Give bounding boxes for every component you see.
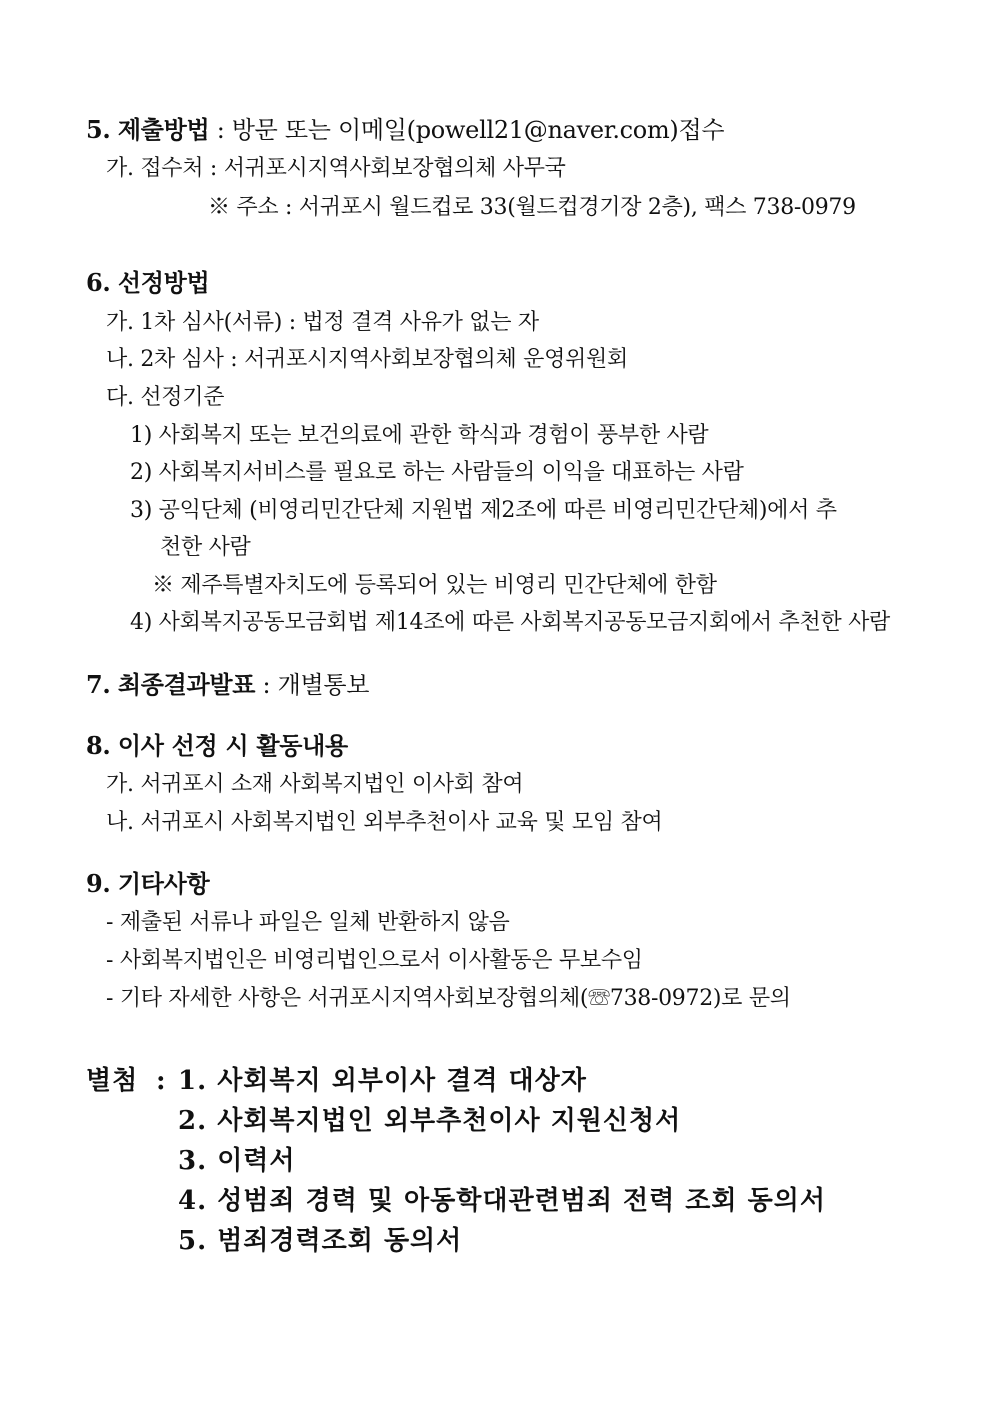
annex-item-5: 5. 범죄경력조회 동의서 [178, 1226, 463, 1256]
section-8-title: 이사 선정 시 활동내용 [117, 731, 348, 760]
section-6-item-a: 가. 1차 심사(서류) : 법정 결격 사유가 없는 자 [106, 310, 539, 335]
section-5-address-note: ※ 주소 : 서귀포시 월드컵로 33(월드컵경기장 2층), 팩스 738-0979 [208, 195, 856, 220]
criteria-item-3: 3) 공익단체 (비영리민간단체 지원법 제2조에 따른 비영리민간단체)에서 추 [130, 498, 837, 523]
annex-item-2: 2. 사회복지법인 외부추천이사 지원신청서 [178, 1106, 682, 1136]
section-8-number: 8. [86, 731, 111, 760]
criteria-item-3-continued: 천한 사람 [160, 535, 251, 560]
annex-item-1: 1. 사회복지 외부이사 결격 대상자 [178, 1066, 587, 1096]
criteria-item-3-note: ※ 제주특별자치도에 등록되어 있는 비영리 민간단체에 한함 [152, 573, 717, 598]
section-7-heading [86, 670, 369, 700]
section-5-heading [86, 115, 724, 145]
section-9-item-b: - 사회복지법인은 비영리법인으로서 이사활동은 무보수임 [106, 948, 643, 973]
section-5-number: 5. [86, 115, 111, 144]
annex-item-4: 4. 성범죄 경력 및 아동학대관련범죄 전력 조회 동의서 [178, 1186, 826, 1216]
annex-label-text: 별첨 [86, 1066, 139, 1096]
section-8-item-b: 나. 서귀포시 사회복지법인 외부추천이사 교육 및 모임 참여 [106, 810, 663, 835]
annex-item-3: 3. 이력서 [178, 1146, 296, 1176]
section-9-number: 9. [86, 869, 111, 898]
criteria-item-4: 4) 사회복지공동모금회법 제14조에 따른 사회복지공동모금지회에서 추천한 사람 [130, 610, 891, 635]
section-5-title: 제출방법 [117, 115, 210, 144]
section-9-item-c: - 기타 자세한 사항은 서귀포시지역사회보장협의체(☏738-0972)로 문의 [106, 986, 791, 1011]
annex-label [86, 1066, 138, 1096]
section-5-item-a: 가. 접수처 : 서귀포시지역사회보장협의체 사무국 [106, 156, 566, 181]
section-9-title: 기타사항 [117, 869, 210, 898]
criteria-item-1: 1) 사회복지 또는 보건의료에 관한 학식과 경험이 풍부한 사람 [130, 423, 709, 448]
section-6-heading [86, 268, 209, 298]
section-5-desc: : 방문 또는 이메일(powell21@naver.com)접수 [209, 116, 725, 144]
section-6-number: 6. [86, 268, 111, 297]
section-8-heading [86, 731, 348, 761]
section-9-heading [86, 869, 209, 899]
section-7-number: 7. [86, 670, 111, 699]
criteria-item-2: 2) 사회복지서비스를 필요로 하는 사람들의 이익을 대표하는 사람 [130, 460, 744, 485]
annex-separator: : [156, 1066, 167, 1096]
section-7-title: 최종결과발표 [117, 670, 256, 699]
section-6-item-c: 다. 선정기준 [106, 385, 225, 410]
section-6-item-b: 나. 2차 심사 : 서귀포시지역사회보장협의체 운영위원회 [106, 347, 628, 372]
section-6-title: 선정방법 [117, 268, 210, 297]
section-7-desc: : 개별통보 [255, 671, 370, 699]
section-9-item-a: - 제출된 서류나 파일은 일체 반환하지 않음 [106, 910, 510, 935]
section-8-item-a: 가. 서귀포시 소재 사회복지법인 이사회 참여 [106, 772, 524, 797]
